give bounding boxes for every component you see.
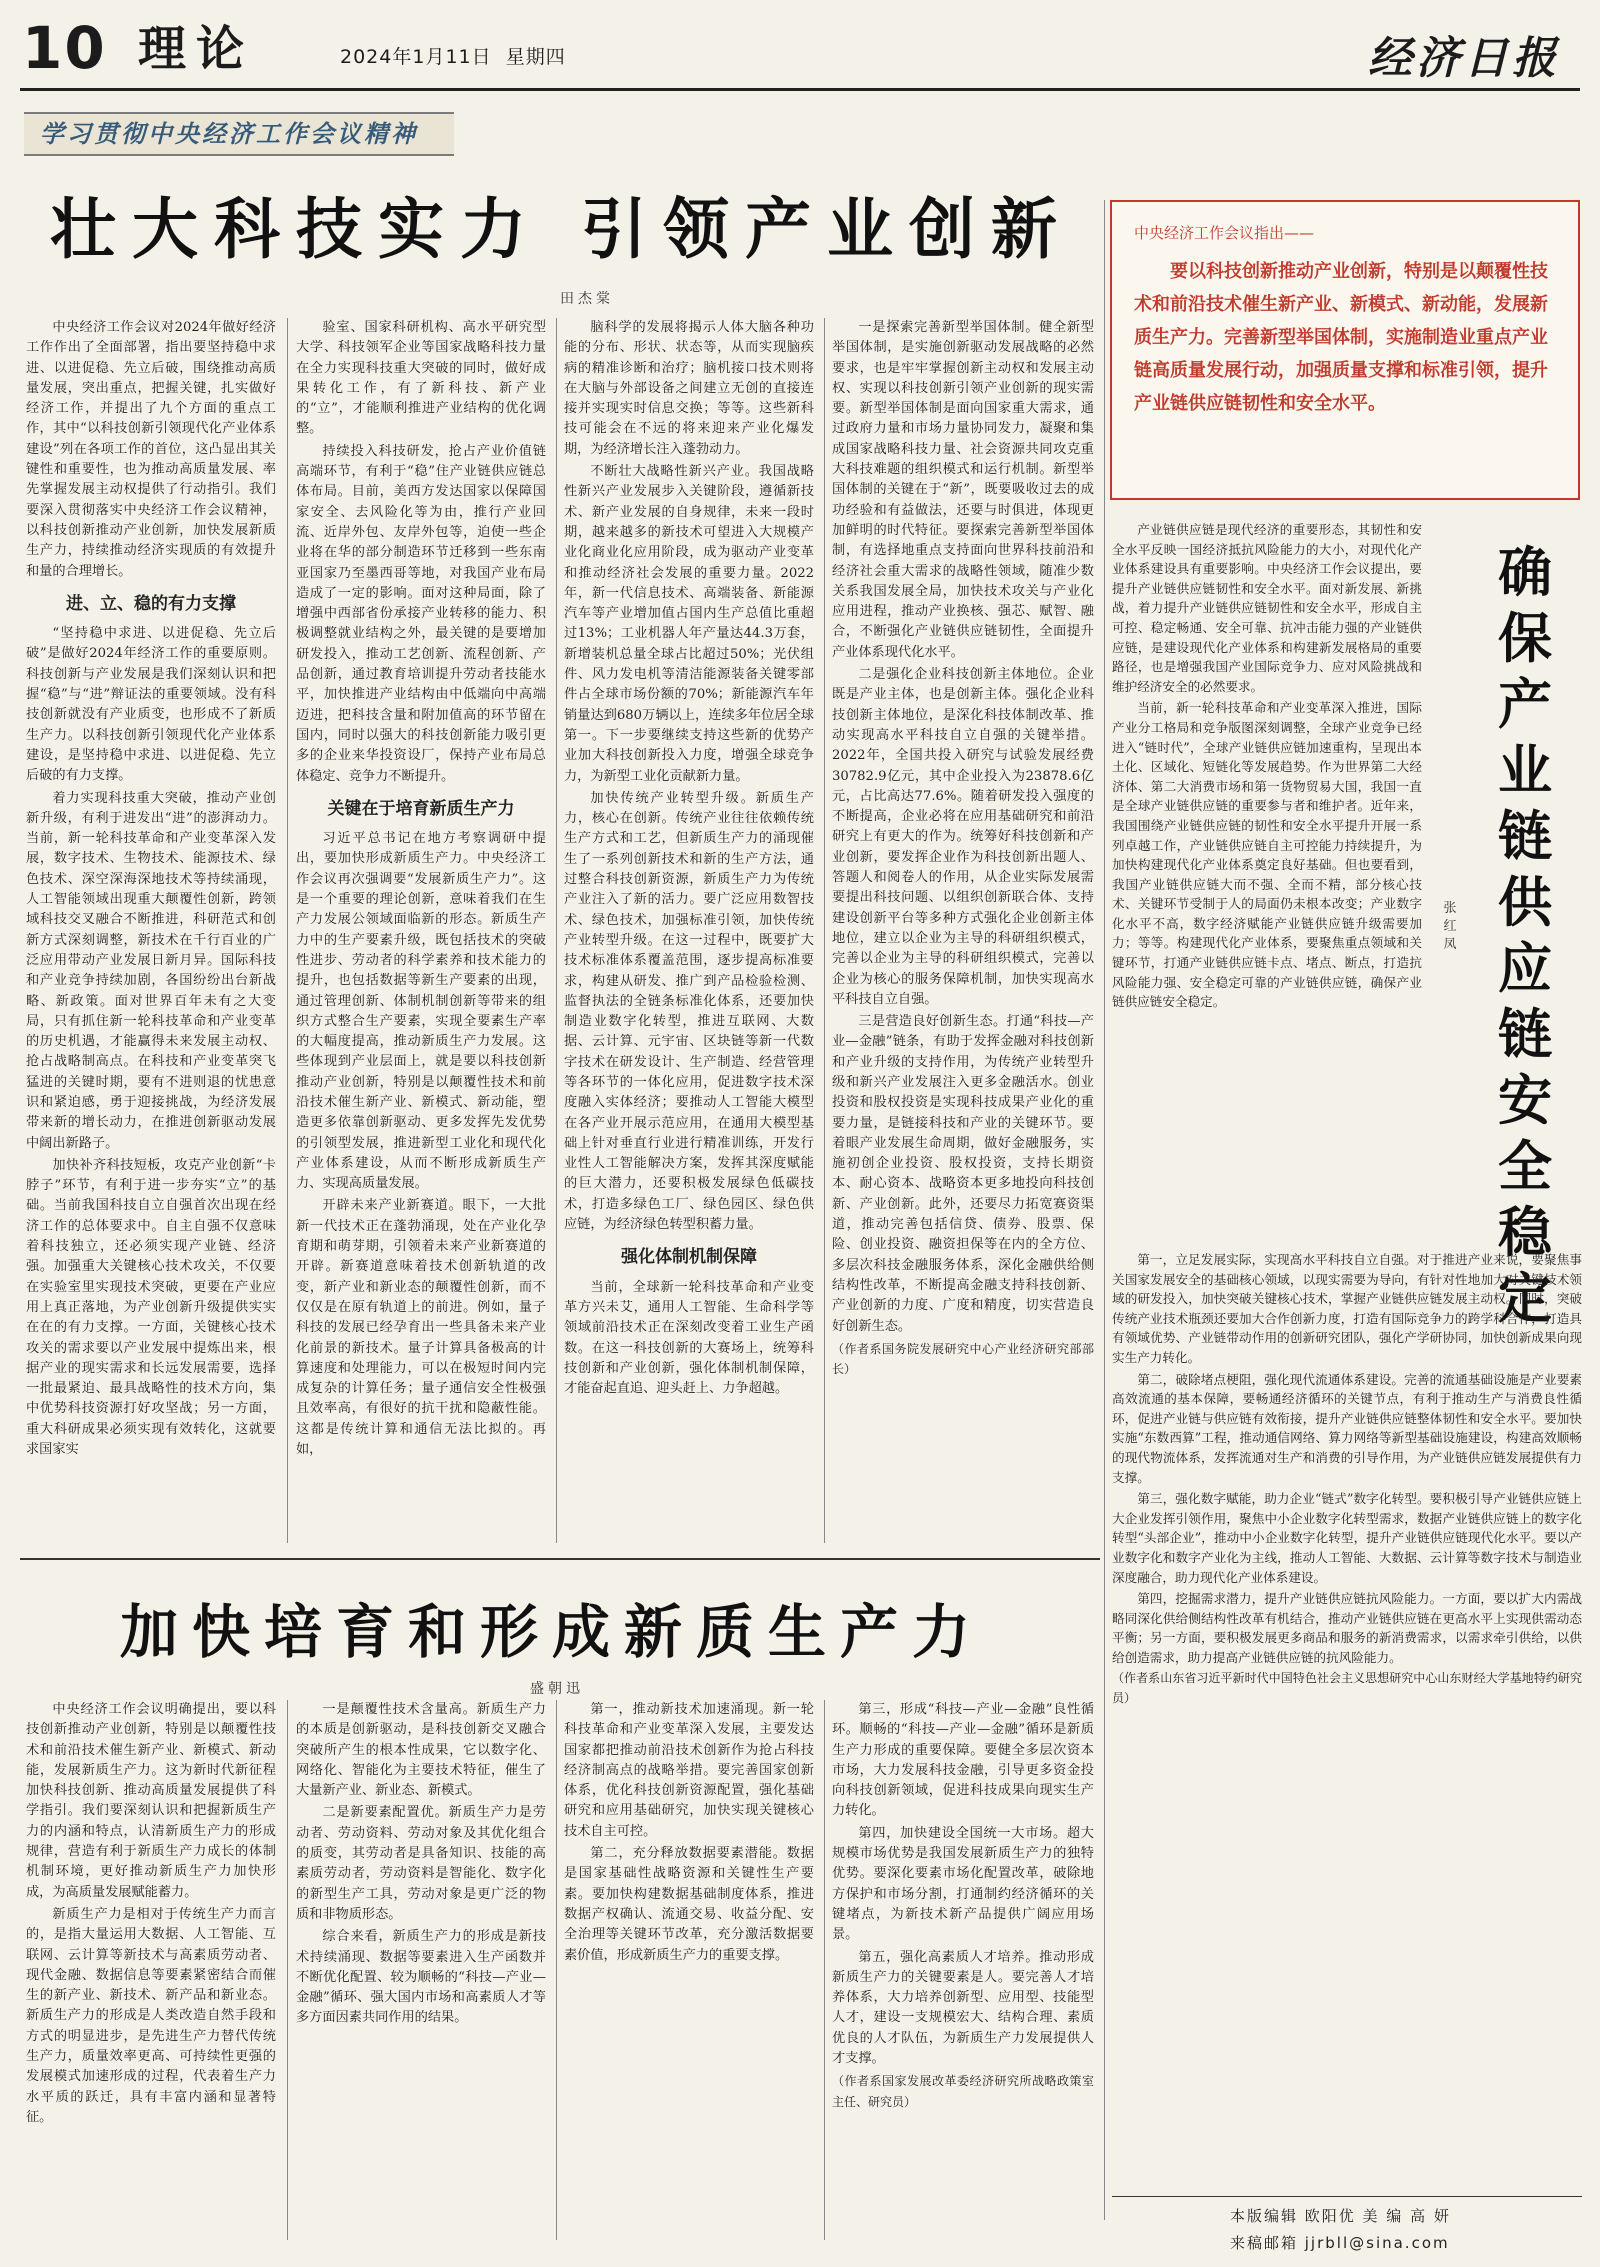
article1-paragraph: 习近平总书记在地方考察调研中提出，要加快形成新质生产力。中央经济工作会议再次强调要“发展新质生产力”。这是一个重要的理论创新，意味着我们在生产力发展公领域面临新的形态。新质生产力中的生产要素升级，既包括技术的突破性进步、劳动者的科学素养和技术能力的提升，也包括数据等新生产要素的出现，通过管理创新、体制机制创新等带来的组织方式整合生产要素，实现全要素生产率的大幅度提高，推动新质生产力发展。这些体现到产业层面上，就是要以科技创新推动产业创新，特别是以颠覆性技术和前沿技术催生新产业、新模式、新动能，塑造更多依靠创新驱动、更多发挥先发优势的引领型发展，推进新型工业化和现代化产业体系建设，从而不断形成新质生产力、实现高质量发展。 bbox=[296, 831, 546, 1192]
article2-paragraph: 第二，充分释放数据要素潜能。数据是国家基础性战略资源和关键性生产要素。要加快构建数据基础制度体系，推进数据产权确认、流通交易、收益分配、安全治理等关键环节改革，充分激活数据要素价值，形成新质生产力的重要支撑。 bbox=[564, 1846, 814, 1963]
article3-author: 张红凤 bbox=[1443, 901, 1457, 952]
article1-paragraph: 当前，全球新一轮科技革命和产业变革方兴未艾，通用人工智能、生命科学等领域前沿技术正在深刻改变着工业生产函数。在这一科技创新的大赛场上，统筹科技创新和产业创新，强化体制机制保障，才能奋起直追、迎头赶上、力争超越。 bbox=[564, 1279, 814, 1397]
column-divider bbox=[1104, 200, 1105, 2220]
article3-paragraph: 当前，新一轮科技革命和产业变革深入推进，国际产业分工格局和竞争版图深刻调整，全球产业竞争已经进入“链时代”，全球产业链供应链加速重构，呈现出本土化、区域化、短链化等发展趋势。作为世界第二大经济体、第二大消费市场和第一货物贸易大国，我国一直是全球产业链供应链的重要参与者和维护者。近年来，我国围绕产业链供应链的韧性和安全水平提升开展一系列卓越工作，产业链供应链自主可控能力持续提升，为加快构建现代化产业体系奠定良好基础。但也要看到，我国产业链供应链大而不强、全而不精，部分核心技术、关键环节受制于人的局面仍未根本改变；产业数字化水平不高，数字经济赋能产业链供应链升级需要加力；等等。构建现代化产业体系，要聚焦重点领域和关键环节，打通产业链供应链卡点、堵点、断点，打造抗风险能力强、安全稳定可靠的产业链供应链，确保产业链供应链安全稳定。 bbox=[1112, 700, 1422, 1010]
column-divider bbox=[287, 318, 288, 1543]
article1-column-2 bbox=[296, 318, 546, 1543]
article1-paragraph: 验室、国家科研机构、高水平研究型大学、科技领军企业等国家战略科技力量在全力实现科技重大突破的同时，做好成果转化工作，有了新科技、新产业的“立”，才能顺利推进产业结构的优化调整。 bbox=[296, 320, 546, 437]
callout-body: 要以科技创新推动产业创新，特别是以颠覆性技术和前沿技术催生新产业、新模式、新动能，发展新质生产力。完善新型举国体制，实施制造业重点产业链高质量发展行动，加强质量支撑和标准引领，提升产业链供应链韧性和安全水平。 bbox=[1134, 261, 1548, 414]
article1-author: 田杰棠 bbox=[560, 291, 614, 307]
column-divider bbox=[287, 1700, 288, 2240]
article3-paragraph: 第三，强化数字赋能，助力企业“链式”数字化转型。要积极引导产业链供应链上大企业发挥引领作用，聚焦中小企业数字化转型需求，数据产业链供应链上的数字化转型“头部企业”，推动中小企业数字化转型，提升产业链供应链现代化水平。要以产业数字化和数字产业化为主线，推动人工智能、大数据、云计算等数字技术与制造业深度融合，助力现代化产业体系建设。 bbox=[1112, 1491, 1582, 1585]
article2-paragraph: 二是新要素配置优。新质生产力是劳动者、劳动资料、劳动对象及其优化组合的质变，其劳动者是具备知识、技能的高素质劳动者，劳动资料是智能化、数字化的新型生产工具，劳动对象是更广泛的物质和非物质形态。 bbox=[296, 1805, 546, 1922]
weekday-text: 星期四 bbox=[505, 46, 566, 68]
article3-paragraph: 第四，挖掘需求潜力，提升产业链供应链抗风险能力。一方面，要以扩大内需战略同深化供给侧结构性改革有机结合，推动产业链供应链在更高水平上实现供需动态平衡；另一方面，要积极发展更多商品和服务的新消费需求，以需求牵引供给，以供给创造需求，助力提高产业链供应链的抗风险能力。 bbox=[1112, 1591, 1582, 1665]
article3-source: （作者系山东省习近平新时代中国特色社会主义思想研究中心山东财经大学基地特约研究员） bbox=[1112, 1671, 1582, 1706]
article2-column-2 bbox=[296, 1700, 546, 2240]
callout-box bbox=[1110, 200, 1580, 500]
article2-source: （作者系国家发展改革委经济研究所战略政策室主任、研究员） bbox=[832, 2074, 1094, 2109]
article1-column-4 bbox=[832, 318, 1094, 1543]
article2-column-1 bbox=[26, 1700, 276, 2240]
article2-paragraph: 一是颠覆性技术含量高。新质生产力的本质是创新驱动，是科技创新交叉融合突破所产生的根本性成果，它以数字化、网络化、智能化为主要技术特征，催生了大量新产业、新业态、新模式。 bbox=[296, 1702, 546, 1799]
article1-column-3 bbox=[564, 318, 814, 1543]
article3-paragraph: 产业链供应链是现代经济的重要形态，其韧性和安全水平反映一国经济抵抗风险能力的大小，对现代化产业体系建设具有重要影响。中央经济工作会议提出，要提升产业链供应链韧性和安全水平。面对新发展、新挑战，着力提升产业链供应链韧性和安全水平，形成自主可控、稳定畅通、安全可靠、抗冲击能力强的产业链供应链，是建设现代化产业体系和构建新发展格局的重要路径，也是增强我国产业国际竞争力、应对风险挑战和维护经济安全的必然要求。 bbox=[1112, 522, 1422, 694]
article3-column-bottom bbox=[1112, 1250, 1582, 2185]
section-title: 理论 bbox=[138, 21, 255, 77]
column-tag: 学习贯彻中央经济工作会议精神 bbox=[24, 112, 454, 156]
article1-paragraph: “坚持稳中求进、以进促稳、先立后破”是做好2024年经济工作的重要原则。科技创新与产业发展是我们深刻认识和把握“稳”与“进”辩证法的重要领域。没有科技创新就没有产业质变，也形成不了新质生产力。以科技创新引领现代化产业体系建设，是坚持稳中求进、以进促稳、先立后破的有力支撑。 bbox=[26, 626, 276, 784]
article2-column-3 bbox=[564, 1700, 814, 2240]
article2-paragraph: 中央经济工作会议明确提出，要以科技创新推动产业创新，特别是以颠覆性技术和前沿技术催生新产业、新模式、新动能，发展新质生产力。这为新时代新征程加快科技创新、推动高质量发展提供了科学指引。我们要深刻认识和把握新质生产力的内涵和特点，认清新质生产力的形成规律，营造有利于新质生产力成长的体制机制环境，更好推动新质生产力加快形成，为高质量发展赋能蓄力。 bbox=[26, 1702, 276, 1900]
article1-title: 壮大科技实力 引领产业创新 bbox=[50, 191, 1073, 268]
article-divider bbox=[20, 1558, 1100, 1560]
header-rule bbox=[20, 88, 1580, 91]
article2-paragraph: 第三，形成“科技—产业—金融”良性循环。顺畅的“科技—产业—金融”循环是新质生产力形成的重要保障。要健全多层次资本市场，大力发展科技金融，引导更多资金投向科技创新领域，促进科技成果向现实生产力转化。 bbox=[832, 1702, 1094, 1819]
article1-paragraph: 不断壮大战略性新兴产业。我国战略性新兴产业发展步入关键阶段，遵循新技术、新产业发展的自身规律，未来一段时期，越来越多的新技术可望进入大规模产业化商业化应用阶段，成为驱动产业变革和推动经济社会发展的重要力量。2022年，新一代信息技术、高端装备、新能源汽车等产业增加值占国内生产总值比重超过13%；工业机器人年产量达44.3万套，新增装机总量全球占比超过50%；光伏组件、风力发电机等清洁能源装备关键零部件占全球市场份额的70%；新能源汽车年销量达到680万辆以上，连续多年位居全球第一。下一步要继续支持这些新的优势产业加大科技创新投入力度，增强全球竞争力，为新型工业化贡献新力量。 bbox=[564, 464, 814, 784]
article1-subheading: 进、立、稳的有力支撑 bbox=[66, 593, 236, 614]
newspaper-logo: 经济日报 bbox=[1368, 33, 1560, 84]
column-divider bbox=[824, 318, 825, 1543]
article2-paragraph: 新质生产力是相对于传统生产力而言的，是指大量运用大数据、人工智能、互联网、云计算等新技术与高素质劳动者、现代金融、数据信息等要素紧密结合而催生的新产业、新技术、新产品和新业态。新质生产力的形成是人类改造自然手段和方式的明显进步，是先进生产力替代传统生产力，质量效率更高、可持续性更强的发展模式加速形成的过程，代表着生产力水平质的跃迁，具有丰富内涵和显著特征。 bbox=[26, 1906, 276, 2125]
article2-paragraph: 第五，强化高素质人才培养。推动形成新质生产力的关键要素是人。要完善人才培养体系，大力培养创新型、应用型、技能型人才，建设一支规模宏大、结构合理、素质优良的人才队伍，为新质生产力发展提供人才支撑。 bbox=[832, 1949, 1094, 2067]
article1-paragraph: 持续投入科技研发，抢占产业价值链高端环节，有利于“稳”住产业链供应链总体布局。目前，美西方发达国家以保障国家安全、去风险化等为由，推行产业回流、近岸外包、友岸外包等，迫使一些企业将在华的部分制造环节迁移到一些东南亚国家乃至墨西哥等地，对我国产业布局造成了一定的影响。面对这种局面，除了增强中西部省份承接产业转移的能力、积极调整就业结构之外，最关键的是要增加研发投入，推动工艺创新、流程创新、产品创新，通过教育培训提升劳动者技能水平，加快推进产业结构由中低端向中高端迈进，把科技含量和附加值高的环节留在国内，同时以强大的科技创新能力吸引更多的企业来华投资设厂，保持产业布局总体稳定、竞争力不断提升。 bbox=[296, 443, 546, 784]
article1-paragraph: 加快传统产业转型升级。新质生产力，核心在创新。传统产业往往依赖传统生产方式和工艺，但新质生产力的涌现催生了一系列创新技术和新的生产方法，通过整合科技创新资源，新质生产力为传统产业注入了新的活力。要广泛应用数智技术、绿色技术，加强标准引领，加快传统产业转型升级。在这一过程中，既要扩大技术标准体系覆盖范围，逐步提高标准要求，构建从研发、推广到产品检验检测、监督执法的全链条标准化体系，还要加快制造业数字化转型，推进互联网、大数据、云计算、元宇宙、区块链等新一代数字技术在研发设计、生产制造、经营管理等各环节的一体化应用，促进数字技术深度融入实体经济；要推动人工智能大模型在各产业开展示范应用，在通用大模型基础上针对垂直行业进行精准训练，开发行业性人工智能解决方案，发挥其深度赋能的巨大潜力，还要积极发展绿色低碳技术，打造多绿色工厂、绿色园区、绿色供应链，为经济绿色转型积蓄力量。 bbox=[564, 790, 814, 1233]
article1-paragraph: 开辟未来产业新赛道。眼下，一大批新一代技术正在蓬勃涌现，处在产业化孕育期和萌芽期，引领着未来产业新赛道的开辟。新赛道意味着技术创新轨道的改变，新产业和新业态的颠覆性创新，而不仅仅是在原有轨道上的前进。例如，量子科技的发展已经孕育出一些具备未来产业化前景的新技术。量子计算具备极高的计算速度和处理能力，可以在极短时间内完成复杂的计算任务；量子通信安全性极强且效率高，有很好的抗干扰和隐蔽性能。这都是传统计算和通信无法比拟的。再如， bbox=[296, 1198, 546, 1458]
article1-subheading: 关键在于培育新质生产力 bbox=[327, 798, 515, 819]
article1-paragraph: 加快补齐科技短板，攻克产业创新“卡脖子”环节，有利于进一步夯实“立”的基础。当前我国科技自立自强首次出现在经济工作的总体要求中。自主自强不仅意味着科技独立，还必须实现产业链、经济强。加强重大关键核心技术攻关，不仅要在实验室里实现技术突破，更要在产业应用上真正落地，为产业创新升级提供实实在在的有力支撑。一方面，关键核心技术攻关的需求要以产业发展中提炼出来，根据产业的现实需求和长远发展需要，选择一批最紧迫、最具战略性的技术方向，集中优势科技资源打好攻坚战；另一方面，重大科研成果必须实现有效转化，这就要求国家实 bbox=[26, 1157, 276, 1458]
article1-paragraph: 脑科学的发展将揭示人体大脑各种功能的分布、形状、状态等，从而实现脑疾病的精准诊断和治疗；脑机接口技术则将在大脑与外部设备之间建立无创的直接连接并实现实时信息交换；等等。这些新科技可能会在不远的将来迎来产业化爆发期，为经济增长注入蓬勃动力。 bbox=[564, 320, 814, 457]
article2-author: 盛朝迅 bbox=[530, 1681, 584, 1697]
date-text: 2024年1月11日 bbox=[340, 46, 492, 68]
article1-column-1 bbox=[26, 318, 276, 1543]
article3-title: 确保产业链供应链安全稳定 bbox=[1498, 541, 1552, 1330]
article2-paragraph: 第四，加快建设全国统一大市场。超大规模市场优势是我国发展新质生产力的独特优势。要深化要素市场化配置改革，破除地方保护和市场分割，打通制约经济循环的关键堵点，为新技术新产品提供广阔应用场景。 bbox=[832, 1825, 1094, 1943]
article1-paragraph: 中央经济工作会议对2024年做好经济工作作出了全面部署，指出要坚持稳中求进、以进促稳、先立后破，围绕推动高质量发展，突出重点，把握关键，扎实做好经济工作，并提出了九个方面的重点工作，其中“以科技创新引领现代化产业体系建设”列在各项工作的首位，这凸显出其关键性和重要性，也为推动高质量发展、率先掌握发展主动权提供了行动指引。我们要深入贯彻落实中央经济工作会议精神，以科技创新推动产业创新，加快发展新质生产力，持续推动经济实现质的有效提升和量的合理增长。 bbox=[26, 320, 276, 579]
article3-paragraph: 第一，立足发展实际，实现高水平科技自立自强。对于推进产业来说，要聚焦事关国家发展安全的基础核心领域，以现实需要为导向，有针对性地加大对关键技术领域的研发投入，加快突破关键核心技术，掌握产业链供应链发展主动权。同时，突破传统产业技术瓶颈还要加大合作创新力度，打造有国际竞争力的跨学科合作，打造具有领域优势、产业链带动作用的创新研究团队，强化产学研协同，加快创新成果向现实生产力转化。 bbox=[1112, 1252, 1582, 1365]
footer-editor: 本版编辑 欧阳优 美 编 高 妍 bbox=[1230, 2207, 1451, 2225]
column-divider bbox=[824, 1700, 825, 2240]
column-divider bbox=[556, 318, 557, 1543]
footer-email: 来稿邮箱 jjrbll@sina.com bbox=[1230, 2234, 1450, 2252]
article1-paragraph: 二是强化企业科技创新主体地位。企业既是产业主体，也是创新主体。强化企业科技创新主体地位，是深化科技体制改革、推动实现高水平科技自立自强的关键举措。2022年，全国共投入研究与试验发展经费30782.9亿元，其中企业投入为23878.6亿元，占比高达77.6%。随着研发投入强度的不断提高，企业必将在应用基础研究和前沿研究上有更大的作为。统筹好科技创新和产业创新，要发挥企业作为科技创新出题人、答题人和阅卷人的作用，从企业实际发展需要提出科技问题、以组织创新联合体、支持建设创新平台等多种方式强化企业创新主体地位，建立以企业为主导的科研组织模式，完善以企业为主导的科研组织模式，完善以企业为核心的服务保障机制，加快实现高水平科技自立自强。 bbox=[832, 667, 1094, 1007]
article1-paragraph: 一是探索完善新型举国体制。健全新型举国体制，是实施创新驱动发展战略的必然要求，也是牢牢掌握创新主动权和发展主动权、实现以科技创新引领产业创新的现实需要。新型举国体制是面向国家重大需求，通过政府力量和市场力量协同发力，凝聚和集成国家战略科技力量、社会资源共同攻克重大科技难题的组织模式和运行机制。新型举国体制的关键在于“新”，既要吸收过去的成功经验和有益做法，还要与时俱进，体现更加鲜明的时代特征。要探索完善新型举国体制，有选择地重点支持面向世界科技前沿和经济社会重大需求的战略性领域，随准少数关系我国发展全局，加快技术攻关与产业化应用进程，推动产业换核、强芯、赋智、融合，不断强化产业链供应链韧性，全面提升产业体系现代化水平。 bbox=[832, 320, 1094, 660]
article1-paragraph: 三是营造良好创新生态。打通“科技—产业—金融”链条，有助于发挥金融对科技创新和产业升级的支持作用，为传统产业转型升级和新兴产业发展注入更多金融活水。创业投资和股权投资是实现科技成果产业化的重要力量，是链接科技和产业的关键环节。要着眼产业发展生命周期，做好金融服务，实施初创企业投资、股权投资，支持长期资本、耐心资本、战略资本更多地投向科技创新、产业创新。此外，还要尽力拓宽赛资渠道，推动完善包括信贷、债券、股票、保险、创业投资、融资担保等在内的全方位、多层次科技金融服务体系，深化金融供给侧结构性改革，不断提高金融支持科技创新、产业创新的力度、广度和精度，切实营造良好创新生态。 bbox=[832, 1014, 1094, 1334]
callout-lead: 中央经济工作会议指出—— bbox=[1134, 224, 1315, 242]
article1-source: （作者系国务院发展研究中心产业经济研究部部长） bbox=[832, 1341, 1094, 1377]
article3-paragraph: 第二，破除堵点梗阻，强化现代流通体系建设。完善的流通基础设施是产业要素高效流通的基本保障，要畅通经济循环的关键节点，有利于推动生产与消费良性循环，促进产业链与供应链有效衔接，提升产业链供应链整体韧性和安全水平。要加快实施“东数西算”工程，推动通信网络、算力网络等新型基础设施建设，构建高效顺畅的现代物流体系，发挥流通对生产和消费的引导作用，为产业链供应链发展提供有力支撑。 bbox=[1112, 1371, 1582, 1485]
article1-subheading: 强化体制机制保障 bbox=[621, 1247, 757, 1268]
page-number: 10 bbox=[22, 14, 107, 82]
article2-paragraph: 综合来看，新质生产力的形成是新技术持续涌现、数据等要素进入生产函数并不断优化配置、较为顺畅的“科技—产业—金融”循环、强大国内市场和高素质人才等多方面因素共同作用的结果。 bbox=[296, 1929, 546, 2026]
issue-date bbox=[340, 42, 566, 69]
article2-column-4 bbox=[832, 1700, 1094, 2240]
article2-paragraph: 第一，推动新技术加速涌现。新一轮科技革命和产业变革深入发展，主要发达国家都把推动前沿技术创新作为抢占科技经济制高点的战略举措。要完善国家创新体系，优化科技创新资源配置，强化基础研究和应用基础研究，加快实现关键核心技术自主可控。 bbox=[564, 1702, 814, 1839]
article3-column-top bbox=[1112, 520, 1422, 1240]
column-divider bbox=[556, 1700, 557, 2240]
footer-rule bbox=[1112, 2196, 1582, 2197]
article1-paragraph: 着力实现科技重大突破，推动产业创新升级，有利于进发出“进”的澎湃动力。当前，新一轮科技革命和产业变革深入发展，数字技术、生物技术、能源技术、绿色技术、深空深海深地技术等持续涌现，人工智能领域出现重大颠覆性创新，跨领域科技交叉融合不断推进，科研范式和创新方式深刻调整，新技术在千行百业的广泛应用带动产业发展日新月异。国际科技和产业竞争持续加剧，各国纷纷出台新战略、新政策。面对世界百年未有之大变局，只有抓住新一轮科技革命和产业变革的历史机遇，才能赢得未来发展主动权、抢占战略制高点。在科技和产业变革突飞猛进的关键时期，要有不进则退的忧患意识和紧迫感，勇于迎接挑战，为经济发展带来新的增长动力，在推进创新驱动发展中阔出新路子。 bbox=[26, 790, 276, 1151]
article2-title: 加快培育和形成新质生产力 bbox=[120, 1598, 985, 1666]
